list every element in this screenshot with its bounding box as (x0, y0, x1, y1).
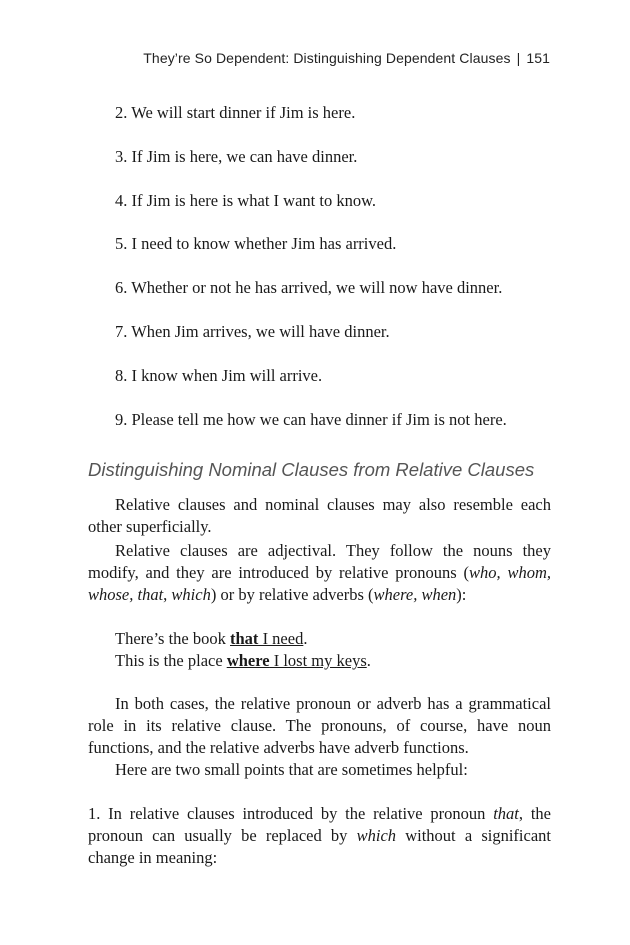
point-1-text-3: without a significant change in meaning: (88, 826, 551, 867)
point-1-text-1: 1. In relative clauses introduced by the relative pronoun (88, 804, 494, 823)
paragraph-3: In both cases, the relative pronoun or adverb has a grammatical role in its relative clause. The pronouns, of course, have noun functions, and the relative adverbs have adverb functions. (88, 694, 551, 757)
numbered-example-8: 8. I know when Jim will arrive. (115, 366, 323, 385)
numbered-example-6: 6. Whether or not he has arrived, we will now have dinner. (115, 278, 503, 297)
numbered-example-4: 4. If Jim is here is what I want to know. (115, 191, 377, 210)
running-head-separator: | (516, 50, 521, 66)
relative-pronouns-italic-2: which (171, 585, 211, 604)
numbered-example-2: 2. We will start dinner if Jim is here. (115, 103, 356, 122)
which-italic: which (356, 826, 397, 845)
numbered-example-5: 5. I need to know whether Jim has arrived. (115, 234, 397, 253)
numbered-example-3: 3. If Jim is here, we can have dinner. (115, 147, 358, 166)
numbered-example-9: 9. Please tell me how we can have dinner if Jim is not here. (115, 410, 507, 429)
relative-word-where: where (226, 651, 270, 670)
paragraph-1: Relative clauses and nominal clauses may also resemble each other superficially. (88, 495, 551, 536)
paragraph-2-text-3: ): (456, 585, 467, 604)
that-italic: that (493, 804, 519, 823)
example-2-lead: This is the place (115, 651, 227, 670)
relative-adverbs-italic: where, when (373, 585, 457, 604)
relative-clause-1: I need (258, 629, 304, 648)
relative-clause-2: I lost my keys (269, 651, 367, 670)
point-1-text-2: , the pronoun can usually be replaced by (88, 804, 551, 845)
relative-pronouns-italic-1: who, whom, whose, that (88, 563, 551, 604)
paragraph-2-text-2: ) or by relative adverbs ( (210, 585, 374, 604)
paragraph-2 (88, 540, 551, 606)
example-1-lead: There’s the book (115, 629, 231, 648)
paragraph-4: Here are two small points that are sometimes helpful: (115, 760, 468, 779)
example-2-period: . (366, 651, 371, 670)
running-head (143, 50, 550, 66)
paragraph-2-text-1: Relative clauses are adjectival. They follow the nouns they modify, and they are introduced by relative pronouns ( (88, 541, 551, 582)
example-1-period: . (303, 629, 308, 648)
helpful-point-1 (88, 803, 551, 869)
running-head-title: They’re So Dependent: Distinguishing Dependent Clauses (143, 50, 511, 66)
example-sentence-2 (115, 651, 371, 671)
relative-word-that: that (230, 629, 259, 648)
section-heading: Distinguishing Nominal Clauses from Relative Clauses (88, 459, 535, 480)
numbered-example-7: 7. When Jim arrives, we will have dinner. (115, 322, 390, 341)
paragraph-2-comma: , (163, 585, 172, 604)
page-number: 151 (526, 50, 550, 66)
example-sentence-1 (115, 629, 307, 649)
